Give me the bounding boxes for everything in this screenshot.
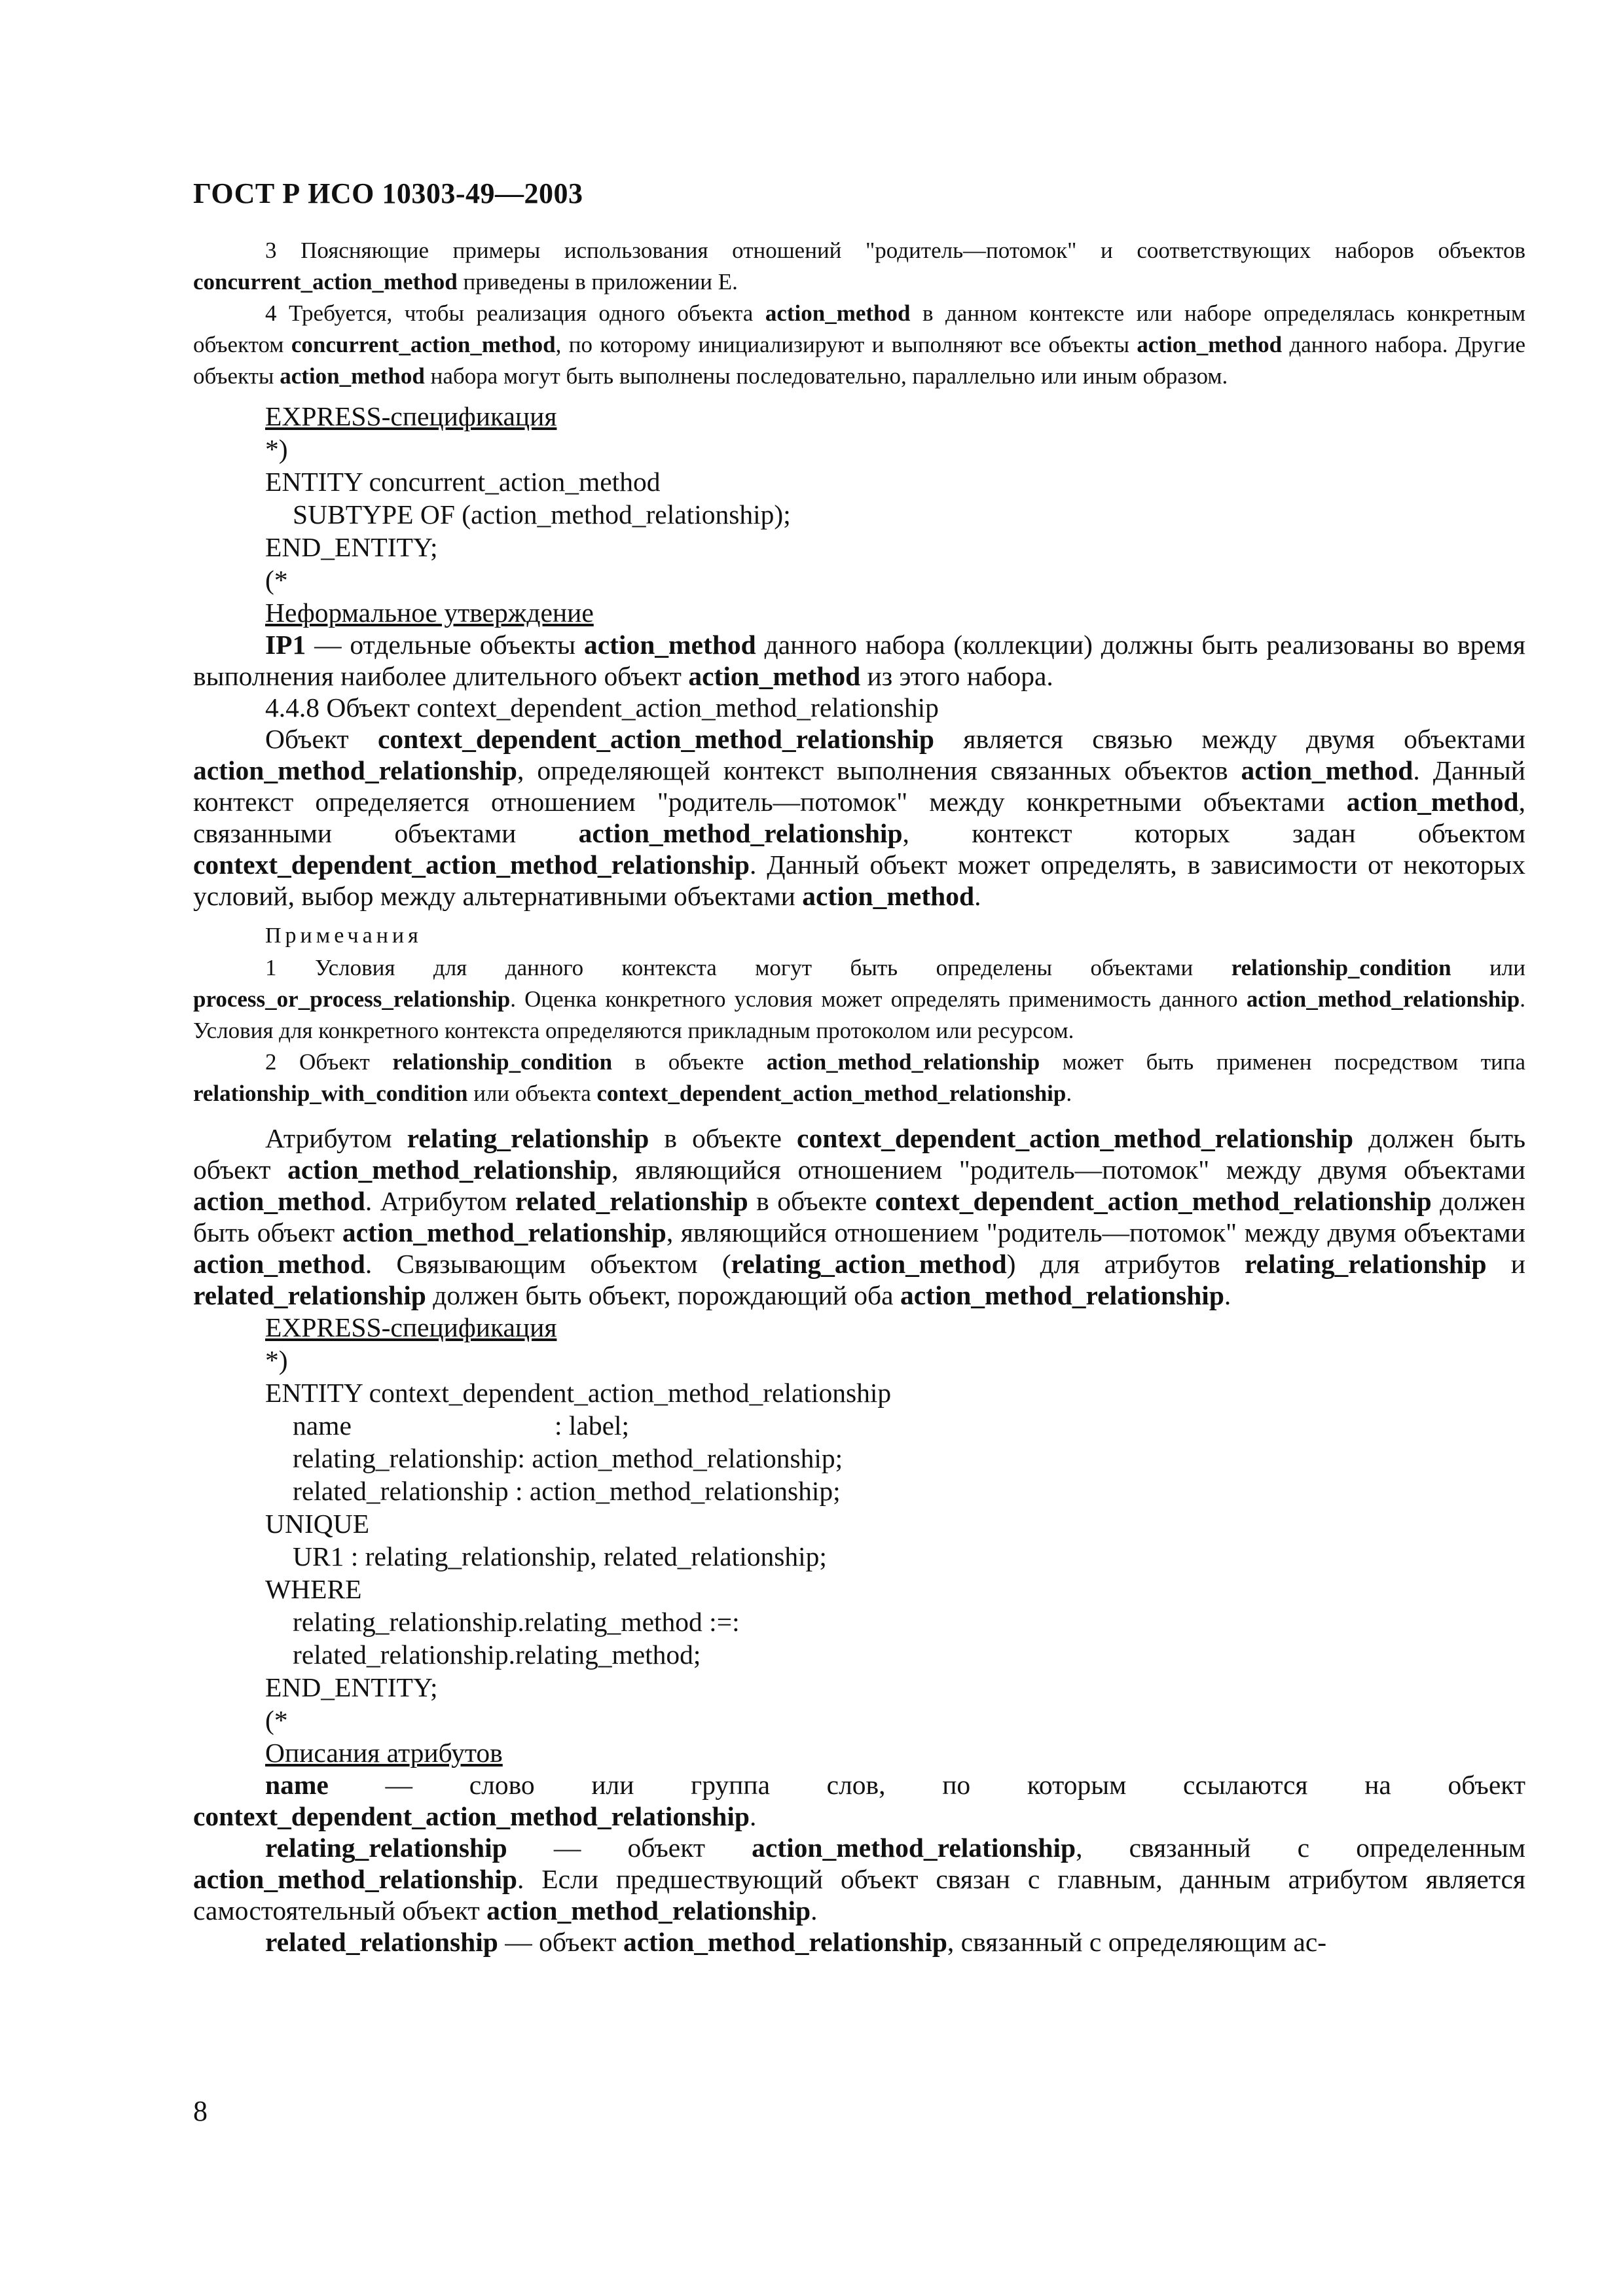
ip1-paragraph: IP1 — отдельные объекты action_method данного набора (коллекции) должны быть реализованы во время выполнения наиболее длительного объект action_method из этого набора. xyxy=(193,630,1525,691)
note-1: 1 Условия для данного контекста могут быть определены объектами relationship_condition или process_or_process_relationship. Оценка конкретного условия может определять применимость данного action_method_relationship. Условия для конкретного контекста определяются прикладным протоколом или ресурсом. xyxy=(193,955,1525,1043)
code-line: UNIQUE xyxy=(265,1509,370,1539)
attr-desc-heading: Описания атрибутов xyxy=(265,1738,503,1768)
note-4: 4 Требуется, чтобы реализация одного объекта action_method в данном контексте или наборе определялась конкретным объектом concurrent_action_method, по которому инициализируют и выполняют все объекты action_method данного набора. Другие объекты action_method набора могут быть выполнены последовательно, параллельно или иным образом. xyxy=(193,300,1525,389)
code-line: *) xyxy=(265,434,288,464)
code-line: relating_relationship: action_method_relationship; xyxy=(293,1443,843,1473)
attr-desc-related: related_relationship — объект action_method_relationship, связанный с определяющим ac- xyxy=(265,1927,1327,1957)
code-line: UR1 : relating_relationship, related_relationship; xyxy=(293,1541,827,1571)
section-title: 4.4.8 Объект context_dependent_action_method_relationship xyxy=(265,692,939,723)
code-line: END_ENTITY; xyxy=(265,1672,438,1702)
express-heading: EXPRESS-спецификация xyxy=(265,401,557,431)
document-header: ГОСТ Р ИСО 10303-49—2003 xyxy=(193,177,583,209)
informal-statement xyxy=(193,629,1525,912)
attribute-paragraph-block xyxy=(193,1122,1525,1311)
code-line: *) xyxy=(265,1345,288,1375)
code-line: name : label; xyxy=(293,1410,630,1441)
express-spec-1 xyxy=(265,400,1525,629)
code-line: SUBTYPE OF (action_method_relationship); xyxy=(293,499,791,529)
code-line: WHERE xyxy=(265,1574,362,1604)
page-number: 8 xyxy=(193,2095,208,2127)
code-line: ENTITY concurrent_action_method xyxy=(265,467,661,497)
express-heading: EXPRESS-спецификация xyxy=(265,1312,557,1342)
code-line: relating_relationship.relating_method :=: xyxy=(293,1607,740,1637)
note-2: 2 Объект relationship_condition в объекте action_method_relationship может быть применен посредством типа relationship_with_condition или объекта context_dependent_action_method_relationship. xyxy=(193,1049,1525,1106)
code-line: END_ENTITY; xyxy=(265,532,438,562)
informal-heading: Неформальное утверждение xyxy=(265,598,594,628)
attribute-descriptions xyxy=(193,1769,1525,1958)
document-page xyxy=(193,177,1525,1958)
notes xyxy=(193,952,1525,1109)
attribute-paragraph: Атрибутом relating_relationship в объекте context_dependent_action_method_relationship должен быть объект action_method_relationship, являющийся отношением "родитель—потомок" между двумя объектами action_method. Атрибутом related_relationship в объекте context_dependent_action_method_relationship должен быть объект action_method_relationship, являющийся отношением "родитель—потомок" между двумя объектами action_method. Связывающим объектом (relating_action_method) для атрибутов relating_relationship и related_relationship должен быть объект, порождающий оба action_method_relationship. xyxy=(193,1123,1526,1310)
notes-heading: Примечания xyxy=(265,924,422,948)
code-line: (* xyxy=(265,565,288,595)
code-line: ENTITY context_dependent_action_method_relationship xyxy=(265,1378,892,1408)
code-line: (* xyxy=(265,1705,288,1735)
top-notes xyxy=(193,235,1525,392)
attr-desc-name: name — слово или группа слов, по которым ссылаются на объект context_dependent_action_method_relationship. xyxy=(193,1770,1525,1831)
attr-desc-relating: relating_relationship — объект action_method_relationship, связанный с определенным action_method_relationship. Если предшествующий объект связан с главным, данным атрибутом является самостоятельный объект action_method_relationship. xyxy=(193,1833,1525,1926)
code-line: related_relationship.relating_method; xyxy=(293,1640,701,1670)
note-3: 3 Поясняющие примеры использования отношений "родитель—потомок" и соответствующих наборов объектов concurrent_action_method приведены в приложении Е. xyxy=(193,238,1525,295)
code-line: related_relationship : action_method_relationship; xyxy=(293,1476,841,1506)
express-spec-2 xyxy=(265,1311,1525,1769)
section-paragraph: Объект context_dependent_action_method_relationship является связью между двумя объектами action_method_relationship, определяющей контекст выполнения связанных объектов action_method. Данный контекст определяется отношением "родитель—потомок" между конкретными объектами action_method, связанными объектами action_method_relationship, контекст которых задан объектом context_dependent_action_method_relationship. Данный объект может определять, в зависимости от некоторых условий, выбор между альтернативными объектами action_method. xyxy=(193,724,1525,911)
